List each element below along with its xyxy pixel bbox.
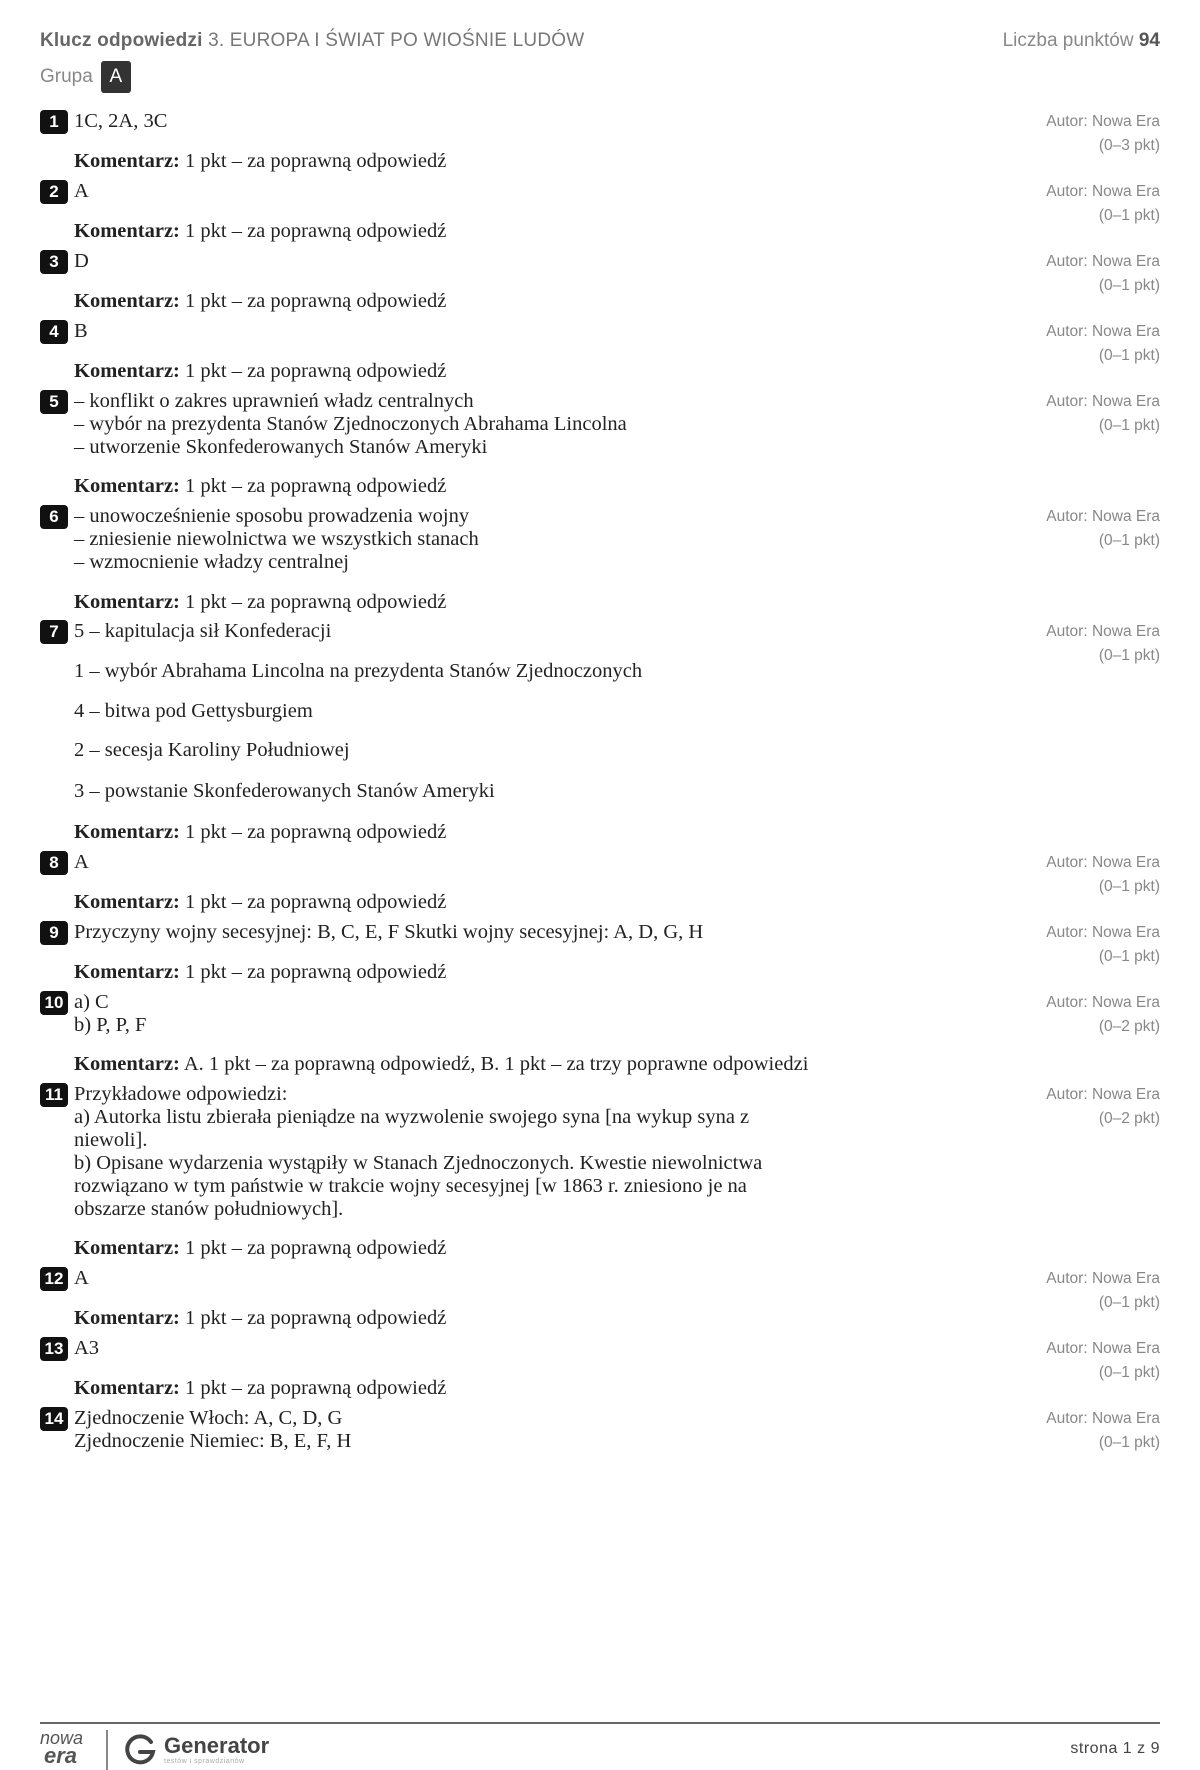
answer-line: rozwiązano w tym państwie w trakcie wojny secesyjnej [w 1863 r. zniesiono je na bbox=[74, 1175, 747, 1197]
author-label: Autor: Nowa Era bbox=[1046, 323, 1160, 340]
comment-label: Komentarz: bbox=[74, 1307, 180, 1329]
comment-label: Komentarz: bbox=[74, 1053, 180, 1075]
answer-line: 4 – bitwa pod Gettysburgiem bbox=[74, 700, 313, 722]
comment-label: Komentarz: bbox=[74, 591, 180, 613]
answer-line: Przyczyny wojny secesyjnej: B, C, E, F Skutki wojny secesyjnej: A, D, G, H bbox=[74, 921, 704, 943]
comment-text: 1 pkt – za poprawną odpowiedź bbox=[185, 1237, 447, 1259]
comment-label: Komentarz: bbox=[74, 961, 180, 983]
comment bbox=[74, 148, 446, 174]
answer-line: b) Opisane wydarzenia wystąpiły w Stanach Zjednoczonych. Kwestie niewolnictwa bbox=[74, 1152, 763, 1174]
question-number-badge: 4 bbox=[40, 320, 68, 344]
points-range: (0–1 pkt) bbox=[1098, 948, 1160, 965]
answer-line: 2 – secesja Karoliny Południowej bbox=[74, 739, 350, 761]
comment-text: 1 pkt – za poprawną odpowiedź bbox=[185, 1307, 447, 1329]
comment bbox=[74, 288, 446, 314]
question-meta bbox=[1046, 110, 1160, 158]
question-meta bbox=[1046, 921, 1160, 969]
answer-line: Zjednoczenie Włoch: A, C, D, G bbox=[74, 1407, 343, 1429]
comment-text: 1 pkt – za poprawną odpowiedź bbox=[185, 150, 447, 172]
answer-line: Zjednoczenie Niemiec: B, E, F, H bbox=[74, 1430, 352, 1452]
generator-logo-subtext: testów i sprawdzianów bbox=[164, 1758, 245, 1765]
question-meta bbox=[1046, 991, 1160, 1039]
comment bbox=[74, 1235, 446, 1261]
question-number-badge: 11 bbox=[40, 1083, 68, 1107]
comment bbox=[74, 1305, 446, 1331]
question-number-badge: 7 bbox=[40, 620, 68, 644]
group-badge: A bbox=[101, 61, 131, 93]
question-number-badge: 8 bbox=[40, 851, 68, 875]
author-label: Autor: Nowa Era bbox=[1046, 1270, 1160, 1287]
answer-line: a) Autorka listu zbierała pieniądze na wyzwolenie swojego syna [na wykup syna z bbox=[74, 1106, 750, 1128]
points-range: (0–1 pkt) bbox=[1098, 417, 1160, 434]
comment-text: 1 pkt – za poprawną odpowiedź bbox=[185, 891, 447, 913]
answer-line: a) C bbox=[74, 991, 109, 1013]
comment bbox=[74, 218, 446, 244]
document-title bbox=[40, 30, 584, 52]
comment bbox=[74, 819, 446, 845]
document-footer bbox=[40, 1730, 1160, 1770]
answer-line: – wzmocnienie władzy centralnej bbox=[74, 551, 349, 573]
question-meta bbox=[1046, 1083, 1160, 1131]
question-number-badge: 5 bbox=[40, 390, 68, 414]
comment-label: Komentarz: bbox=[74, 891, 180, 913]
question-number-badge: 9 bbox=[40, 921, 68, 945]
generator-g-icon bbox=[122, 1732, 158, 1768]
comment-text: 1 pkt – za poprawną odpowiedź bbox=[185, 961, 447, 983]
question-meta bbox=[1046, 620, 1160, 668]
answer-line: A3 bbox=[74, 1337, 100, 1359]
question-meta bbox=[1046, 1337, 1160, 1385]
points-range: (0–1 pkt) bbox=[1098, 1434, 1160, 1451]
question-meta bbox=[1046, 250, 1160, 298]
question-number-badge: 3 bbox=[40, 250, 68, 274]
comment bbox=[74, 589, 446, 615]
nowa-era-logo-line1: nowa bbox=[40, 1728, 84, 1748]
answer-line: – zniesienie niewolnictwa we wszystkich stanach bbox=[74, 528, 479, 550]
answer-key-label: Klucz odpowiedzi bbox=[40, 30, 203, 51]
answer-line: B bbox=[74, 320, 88, 342]
nowa-era-logo-line2: era bbox=[44, 1743, 78, 1768]
total-points bbox=[1003, 30, 1160, 52]
answer-line: 1C, 2A, 3C bbox=[74, 110, 168, 132]
logo-divider bbox=[106, 1730, 108, 1770]
comment-text: A. 1 pkt – za poprawną odpowiedź, B. 1 pkt – za trzy poprawne odpowiedzi bbox=[183, 1053, 809, 1075]
question-meta bbox=[1046, 1407, 1160, 1455]
comment-label: Komentarz: bbox=[74, 1377, 180, 1399]
footer-divider bbox=[40, 1722, 1160, 1724]
question-meta bbox=[1046, 320, 1160, 368]
question-number-badge: 2 bbox=[40, 180, 68, 204]
answer-line: A bbox=[74, 1267, 89, 1289]
comment bbox=[74, 1375, 446, 1401]
question-meta bbox=[1046, 180, 1160, 228]
generator-logo-text: Generator bbox=[164, 1733, 270, 1758]
comment-label: Komentarz: bbox=[74, 220, 180, 242]
points-value: 94 bbox=[1138, 30, 1160, 51]
answer-line: – konflikt o zakres uprawnień władz centralnych bbox=[74, 390, 474, 412]
comment-label: Komentarz: bbox=[74, 821, 180, 843]
points-range: (0–2 pkt) bbox=[1098, 1110, 1160, 1127]
comment bbox=[74, 1051, 808, 1077]
question-number-badge: 6 bbox=[40, 505, 68, 529]
points-range: (0–1 pkt) bbox=[1098, 277, 1160, 294]
chapter-title: 3. EUROPA I ŚWIAT PO WIOŚNIE LUDÓW bbox=[208, 30, 585, 51]
group-row bbox=[40, 61, 131, 93]
question-number-badge: 13 bbox=[40, 1337, 68, 1361]
points-range: (0–1 pkt) bbox=[1098, 1364, 1160, 1381]
comment-text: 1 pkt – za poprawną odpowiedź bbox=[185, 1377, 447, 1399]
author-label: Autor: Nowa Era bbox=[1046, 508, 1160, 525]
comment-label: Komentarz: bbox=[74, 290, 180, 312]
comment-text: 1 pkt – za poprawną odpowiedź bbox=[185, 591, 447, 613]
points-range: (0–1 pkt) bbox=[1098, 878, 1160, 895]
answer-line: 5 – kapitulacja sił Konfederacji bbox=[74, 620, 332, 642]
question-meta bbox=[1046, 1267, 1160, 1315]
points-range: (0–1 pkt) bbox=[1098, 207, 1160, 224]
comment-text: 1 pkt – za poprawną odpowiedź bbox=[185, 475, 447, 497]
question-number-badge: 14 bbox=[40, 1407, 68, 1431]
generator-logo bbox=[122, 1732, 269, 1768]
answer-line: b) P, P, F bbox=[74, 1014, 147, 1036]
answer-line: A bbox=[74, 180, 89, 202]
comment bbox=[74, 473, 446, 499]
comment-text: 1 pkt – za poprawną odpowiedź bbox=[185, 360, 447, 382]
points-label: Liczba punktów bbox=[1002, 30, 1134, 51]
author-label: Autor: Nowa Era bbox=[1046, 393, 1160, 410]
document-header bbox=[40, 28, 1160, 98]
author-label: Autor: Nowa Era bbox=[1046, 854, 1160, 871]
answer-line: Przykładowe odpowiedzi: bbox=[74, 1083, 288, 1105]
question-number-badge: 12 bbox=[40, 1267, 68, 1291]
author-label: Autor: Nowa Era bbox=[1046, 1410, 1160, 1427]
comment bbox=[74, 959, 446, 985]
points-range: (0–2 pkt) bbox=[1098, 1018, 1160, 1035]
comment-text: 1 pkt – za poprawną odpowiedź bbox=[185, 290, 447, 312]
answer-line: – wybór na prezydenta Stanów Zjednoczonych Abrahama Lincolna bbox=[74, 413, 627, 435]
answer-line: 3 – powstanie Skonfederowanych Stanów Ameryki bbox=[74, 780, 495, 802]
author-label: Autor: Nowa Era bbox=[1046, 924, 1160, 941]
points-range: (0–1 pkt) bbox=[1098, 532, 1160, 549]
answer-line: – utworzenie Skonfederowanych Stanów Ameryki bbox=[74, 436, 488, 458]
points-range: (0–1 pkt) bbox=[1098, 1294, 1160, 1311]
question-meta bbox=[1046, 851, 1160, 899]
comment-label: Komentarz: bbox=[74, 150, 180, 172]
comment bbox=[74, 889, 446, 915]
question-meta bbox=[1046, 505, 1160, 553]
points-range: (0–1 pkt) bbox=[1098, 647, 1160, 664]
comment-text: 1 pkt – za poprawną odpowiedź bbox=[185, 821, 447, 843]
author-label: Autor: Nowa Era bbox=[1046, 113, 1160, 130]
page-number: strona 1 z 9 bbox=[1070, 1740, 1160, 1757]
comment-label: Komentarz: bbox=[74, 1237, 180, 1259]
question-meta bbox=[1046, 390, 1160, 438]
question-number-badge: 1 bbox=[40, 110, 68, 134]
answer-line: obszarze stanów południowych]. bbox=[74, 1198, 344, 1220]
answer-line: 1 – wybór Abrahama Lincolna na prezydenta Stanów Zjednoczonych bbox=[74, 660, 643, 682]
points-range: (0–1 pkt) bbox=[1098, 347, 1160, 364]
author-label: Autor: Nowa Era bbox=[1046, 183, 1160, 200]
answer-line: – unowocześnienie sposobu prowadzenia wojny bbox=[74, 505, 470, 527]
answer-line: D bbox=[74, 250, 89, 272]
question-number-badge: 10 bbox=[40, 991, 68, 1015]
group-label: Grupa bbox=[40, 66, 93, 87]
comment bbox=[74, 358, 446, 384]
answer-line: A bbox=[74, 851, 89, 873]
author-label: Autor: Nowa Era bbox=[1046, 253, 1160, 270]
comment-text: 1 pkt – za poprawną odpowiedź bbox=[185, 220, 447, 242]
nowa-era-logo bbox=[40, 1728, 84, 1768]
points-range: (0–3 pkt) bbox=[1098, 137, 1160, 154]
author-label: Autor: Nowa Era bbox=[1046, 1086, 1160, 1103]
author-label: Autor: Nowa Era bbox=[1046, 1340, 1160, 1357]
author-label: Autor: Nowa Era bbox=[1046, 623, 1160, 640]
comment-label: Komentarz: bbox=[74, 475, 180, 497]
author-label: Autor: Nowa Era bbox=[1046, 994, 1160, 1011]
answer-line: niewoli]. bbox=[74, 1129, 148, 1151]
comment-label: Komentarz: bbox=[74, 360, 180, 382]
